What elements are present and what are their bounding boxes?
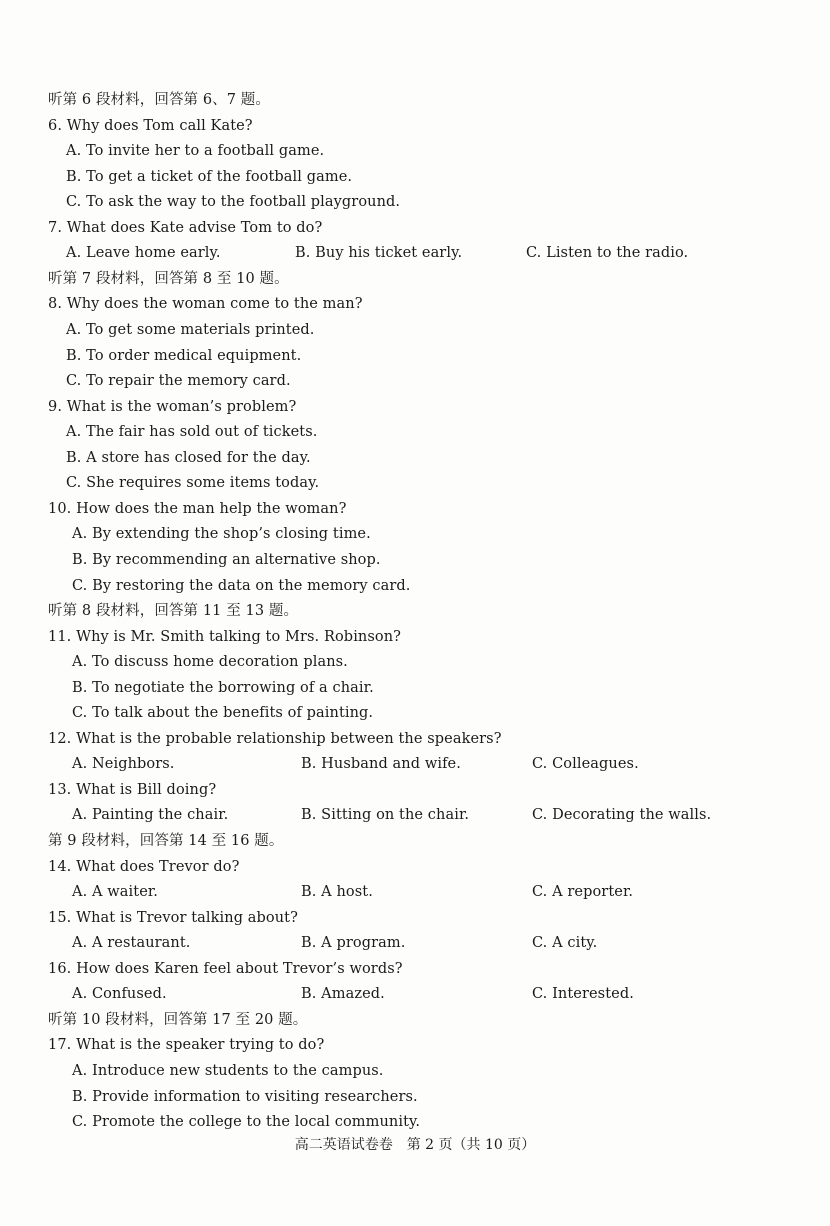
answer-option: C. To ask the way to the football playground.	[66, 194, 401, 211]
answer-option: B. To order medical equipment.	[66, 347, 302, 364]
section-heading: 听第 6 段材料，回答第 6、7 题。	[48, 92, 271, 108]
answer-option: B. Sitting on the chair.	[301, 807, 470, 824]
answer-option: B. By recommending an alternative shop.	[72, 551, 381, 568]
answer-option: C. To talk about the benefits of painting.	[72, 705, 374, 722]
answer-option: C. Listen to the radio.	[526, 245, 689, 262]
answer-option: C. To repair the memory card.	[66, 373, 291, 390]
answer-option: B. A program.	[301, 935, 406, 952]
answer-option: A. Confused.	[72, 986, 167, 1003]
question-text: 13. What is Bill doing?	[48, 781, 217, 798]
answer-option: C. She requires some items today.	[66, 475, 320, 492]
answer-option: A. By extending the shop’s closing time.	[72, 526, 371, 543]
answer-option: B. To negotiate the borrowing of a chair.	[72, 679, 374, 696]
question-text: 14. What does Trevor do?	[48, 858, 240, 875]
section-heading: 第 9 段材料，回答第 14 至 16 题。	[48, 833, 284, 849]
question-text: 16. How does Karen feel about Trevor’s words?	[48, 960, 403, 977]
answer-option: C. Promote the college to the local community.	[72, 1114, 421, 1130]
question-text: 17. What is the speaker trying to do?	[48, 1037, 325, 1054]
question-text: 7. What does Kate advise Tom to do?	[48, 219, 323, 236]
page-footer: 高二英语试卷卷 第 2 页（共 10 页）	[294, 1137, 536, 1153]
section-heading: 听第 10 段材料，回答第 17 至 20 题。	[48, 1011, 308, 1028]
answer-option: A. Painting the chair.	[72, 807, 229, 824]
answer-option: B. Amazed.	[301, 986, 385, 1003]
answer-option: C. Decorating the walls.	[532, 807, 712, 824]
answer-option: B. Husband and wife.	[301, 756, 461, 773]
answer-option: C. Interested.	[532, 986, 634, 1003]
answer-option: A. Leave home early.	[66, 245, 221, 262]
question-text: 15. What is Trevor talking about?	[48, 909, 298, 926]
answer-option: B. A store has closed for the day.	[66, 449, 311, 466]
answer-option: B. To get a ticket of the football game.	[66, 168, 353, 185]
answer-option: A. Introduce new students to the campus.	[72, 1062, 384, 1079]
section-heading: 听第 8 段材料，回答第 11 至 13 题。	[48, 603, 299, 619]
answer-option: C. Colleagues.	[532, 756, 639, 773]
question-text: 11. Why is Mr. Smith talking to Mrs. Robinson?	[48, 628, 402, 645]
answer-option: B. Buy his ticket early.	[295, 245, 463, 262]
section-heading: 听第 7 段材料，回答第 8 至 10 题。	[48, 270, 289, 287]
answer-option: A. A restaurant.	[72, 935, 191, 952]
answer-option: B. Provide information to visiting researchers.	[72, 1088, 418, 1105]
question-text: 10. How does the man help the woman?	[48, 500, 347, 517]
answer-option: C. A city.	[532, 935, 598, 952]
answer-option: A. The fair has sold out of tickets.	[66, 424, 318, 441]
question-text: 6. Why does Tom call Kate?	[48, 117, 253, 134]
answer-option: C. By restoring the data on the memory card.	[72, 577, 411, 594]
answer-option: A. To discuss home decoration plans.	[72, 654, 348, 671]
question-text: 9. What is the woman’s problem?	[48, 398, 297, 415]
question-text: 12. What is the probable relationship between the speakers?	[48, 730, 502, 747]
answer-option: A. To invite her to a football game.	[66, 143, 325, 160]
answer-option: B. A host.	[301, 884, 373, 901]
answer-option: A. To get some materials printed.	[66, 322, 315, 338]
answer-option: A. Neighbors.	[72, 756, 175, 773]
answer-option: A. A waiter.	[72, 884, 159, 901]
question-text: 8. Why does the woman come to the man?	[48, 296, 363, 313]
answer-option: C. A reporter.	[532, 884, 634, 901]
